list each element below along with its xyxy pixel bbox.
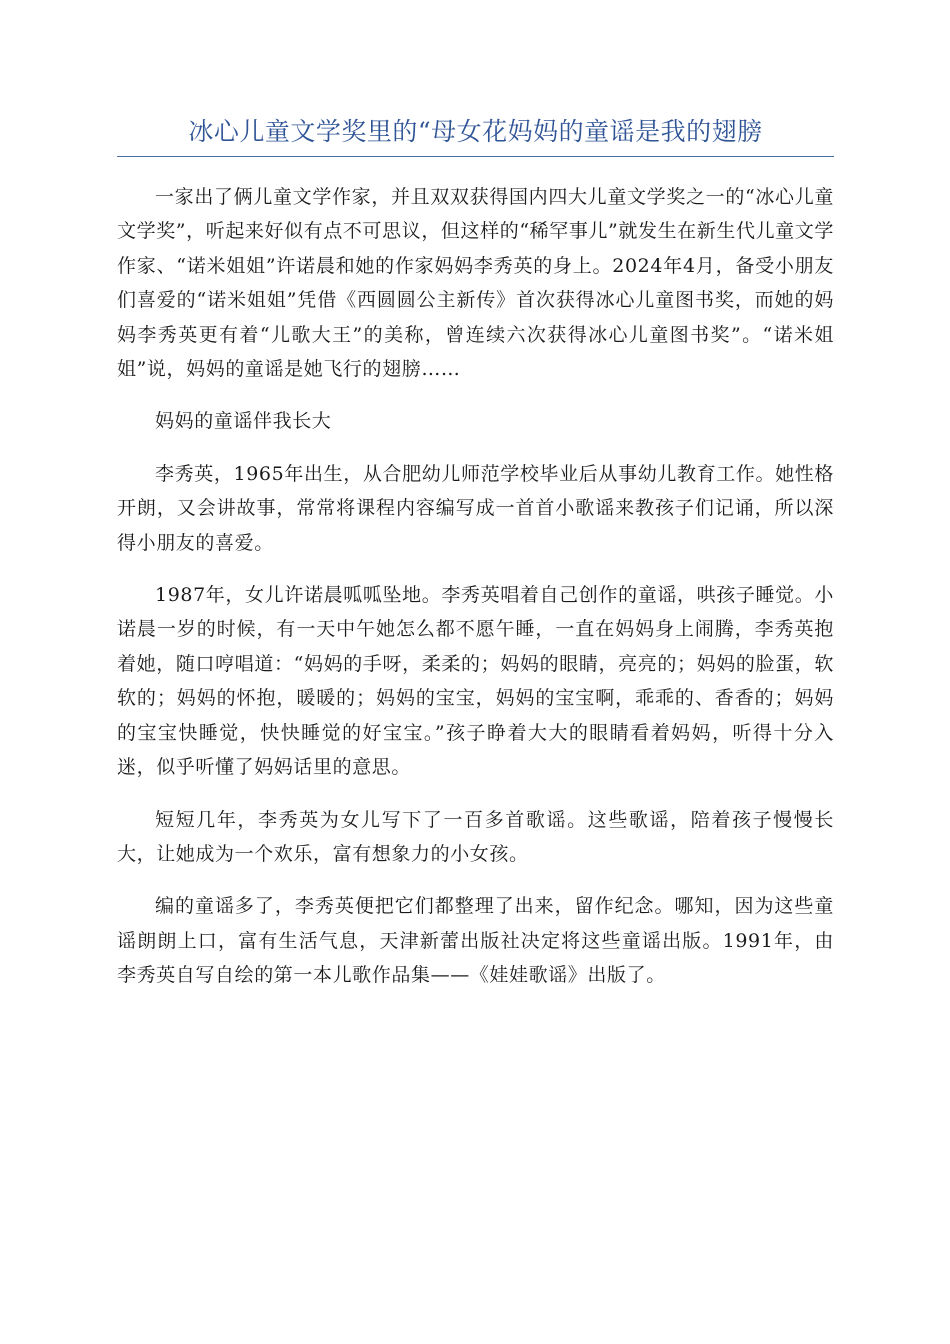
paragraph-songs: 短短几年，李秀英为女儿写下了一百多首歌谣。这些歌谣，陪着孩子慢慢长大，让她成为一个欢乐，富有想象力的小女孩。: [117, 808, 834, 865]
document-title: 冰心儿童文学奖里的“母女花妈妈的童谣是我的翅膀: [188, 117, 763, 146]
paragraph-intro: 一家出了俩儿童文学作家，并且双双获得国内四大儿童文学奖之一的“冰心儿童文学奖”，听起来好似有点不可思议，但这样的“稀罕事儿”就发生在新生代儿童文学作家、“诺米姐姐”许诺晨和她的作家妈妈李秀英的身上。2024年4月，备受小朋友们喜爱的“诺米姐姐”凭借《西圆圆公主新传》首次获得冰心儿童图书奖，而她的妈妈李秀英更有着“儿歌大王”的美称，曾连续六次获得冰心儿童图书奖”。“诺米姐姐”说，妈妈的童谣是她飞行的翅膀……: [117, 186, 834, 381]
paragraph-publication: 编的童谣多了，李秀英便把它们都整理了出来，留作纪念。哪知，因为这些童谣朗朗上口，富有生活气息，天津新蕾出版社决定将这些童谣出版。1991年，由李秀英自写自绘的第一本儿歌作品集——《娃娃歌谣》出版了。: [117, 895, 834, 987]
section-heading: 妈妈的童谣伴我长大: [155, 410, 332, 433]
title-block: [117, 112, 834, 157]
document-body: [117, 180, 834, 1011]
paragraph-lullaby: 1987年，女儿许诺晨呱呱坠地。李秀英唱着自己创作的童谣，哄孩子睡觉。小诺晨一岁的时候，有一天中午她怎么都不愿午睡，一直在妈妈身上闹腾，李秀英抱着她，随口哼唱道：“妈妈的手呀，柔柔的；妈妈的眼睛，亮亮的；妈妈的脸蛋，软软的；妈妈的怀抱，暖暖的；妈妈的宝宝，妈妈的宝宝啊，乖乖的、香香的；妈妈的宝宝快睡觉，快快睡觉的好宝宝。”孩子睁着大大的眼睛看着妈妈，听得十分入迷，似乎听懂了妈妈话里的意思。: [117, 584, 834, 779]
paragraph-biography: 李秀英，1965年出生，从合肥幼儿师范学校毕业后从事幼儿教育工作。她性格开朗，又会讲故事，常常将课程内容编写成一首首小歌谣来教孩子们记诵，所以深得小朋友的喜爱。: [117, 462, 834, 554]
